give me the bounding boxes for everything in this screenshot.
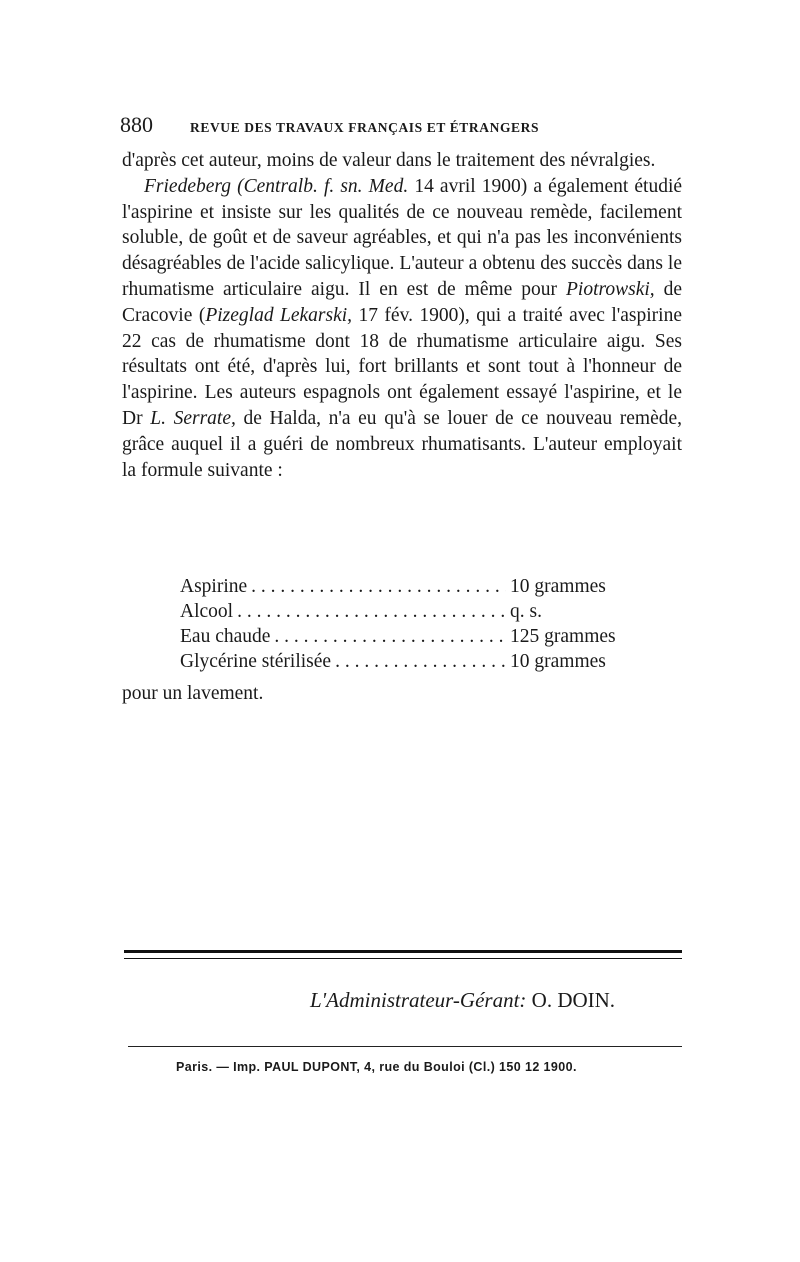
formula-row xyxy=(180,574,630,599)
ingredient-name: Aspirine xyxy=(180,576,248,597)
signature-line xyxy=(310,988,615,1013)
ingredient-name: Eau chaude xyxy=(180,626,271,647)
paragraph-text: de Halda, n'a eu qu'à se louer de ce nouveau remède, grâce auquel il a guéri de nombreux rhumatisants. L'auteur employait la formule suivante : xyxy=(122,407,683,481)
journal-citation: Pizeglad Lekarski, xyxy=(205,304,353,326)
page-header xyxy=(120,112,680,142)
dot-leader xyxy=(274,624,506,649)
dot-leader xyxy=(251,574,506,599)
double-rule-divider xyxy=(124,950,682,959)
dot-leader xyxy=(335,649,506,674)
paragraph-text: de Cracovie ( xyxy=(122,278,683,326)
signature-role: L'Administrateur-Gérant: xyxy=(310,988,527,1012)
ingredient-quantity: 10 grammes xyxy=(510,576,606,597)
running-title: REVUE DES TRAVAUX FRANÇAIS ET ÉTRANGERS xyxy=(190,120,540,135)
paragraph-1: d'après cet auteur, moins de valeur dans le traitement des névralgies. xyxy=(122,150,656,171)
body-text xyxy=(122,148,682,483)
formula-row xyxy=(180,599,630,624)
paragraph-2 xyxy=(122,174,682,484)
ingredient-name: Glycérine stérilisée xyxy=(180,651,332,672)
author-name: Friedeberg xyxy=(144,175,231,197)
formula-row xyxy=(180,649,630,674)
printer-imprint: Paris. — Imp. PAUL DUPONT, 4, rue du Bouloi (Cl.) 150 12 1900. xyxy=(176,1060,577,1074)
author-name: Piotrowski, xyxy=(565,278,655,300)
journal-citation: (Centralb. f. sn. Med. xyxy=(237,175,409,197)
dot-leader xyxy=(237,599,506,624)
formula-row xyxy=(180,624,630,649)
ingredient-quantity: 10 grammes xyxy=(510,651,606,672)
paragraph-text: 17 fév. 1900), qui a traité avec l'aspirine 22 cas de rhumatisme dont 18 de rhumatisme articulaire aigu. Ses résultats ont été, d'après lui, fort brillants et sont tout à l'honneur de l'aspirine. Les auteurs espagnols ont également essayé l'aspirine, et le Dr xyxy=(122,304,682,429)
ingredient-quantity: q. s. xyxy=(510,601,542,622)
signature-name: O. DOIN. xyxy=(531,988,616,1012)
closing-line: pour un lavement. xyxy=(122,683,264,704)
paragraph-text: 14 avril 1900) a également étudié l'aspirine et insiste sur les qualités de ce nouveau remède, facilement soluble, de goût et de saveur agréables, et qui n'a pas les inconvénients désagréables de l'acide salicylique. L'auteur a obtenu des succès dans le rhumatisme articulaire aigu. Il en est de même pour xyxy=(122,175,683,300)
author-name: L. Serrate, xyxy=(150,407,236,429)
ingredient-name: Alcool xyxy=(180,601,234,622)
page-number: 880 xyxy=(120,112,153,137)
formula-table xyxy=(180,574,630,674)
thin-rule-divider xyxy=(128,1046,682,1047)
ingredient-quantity: 125 grammes xyxy=(510,626,616,647)
